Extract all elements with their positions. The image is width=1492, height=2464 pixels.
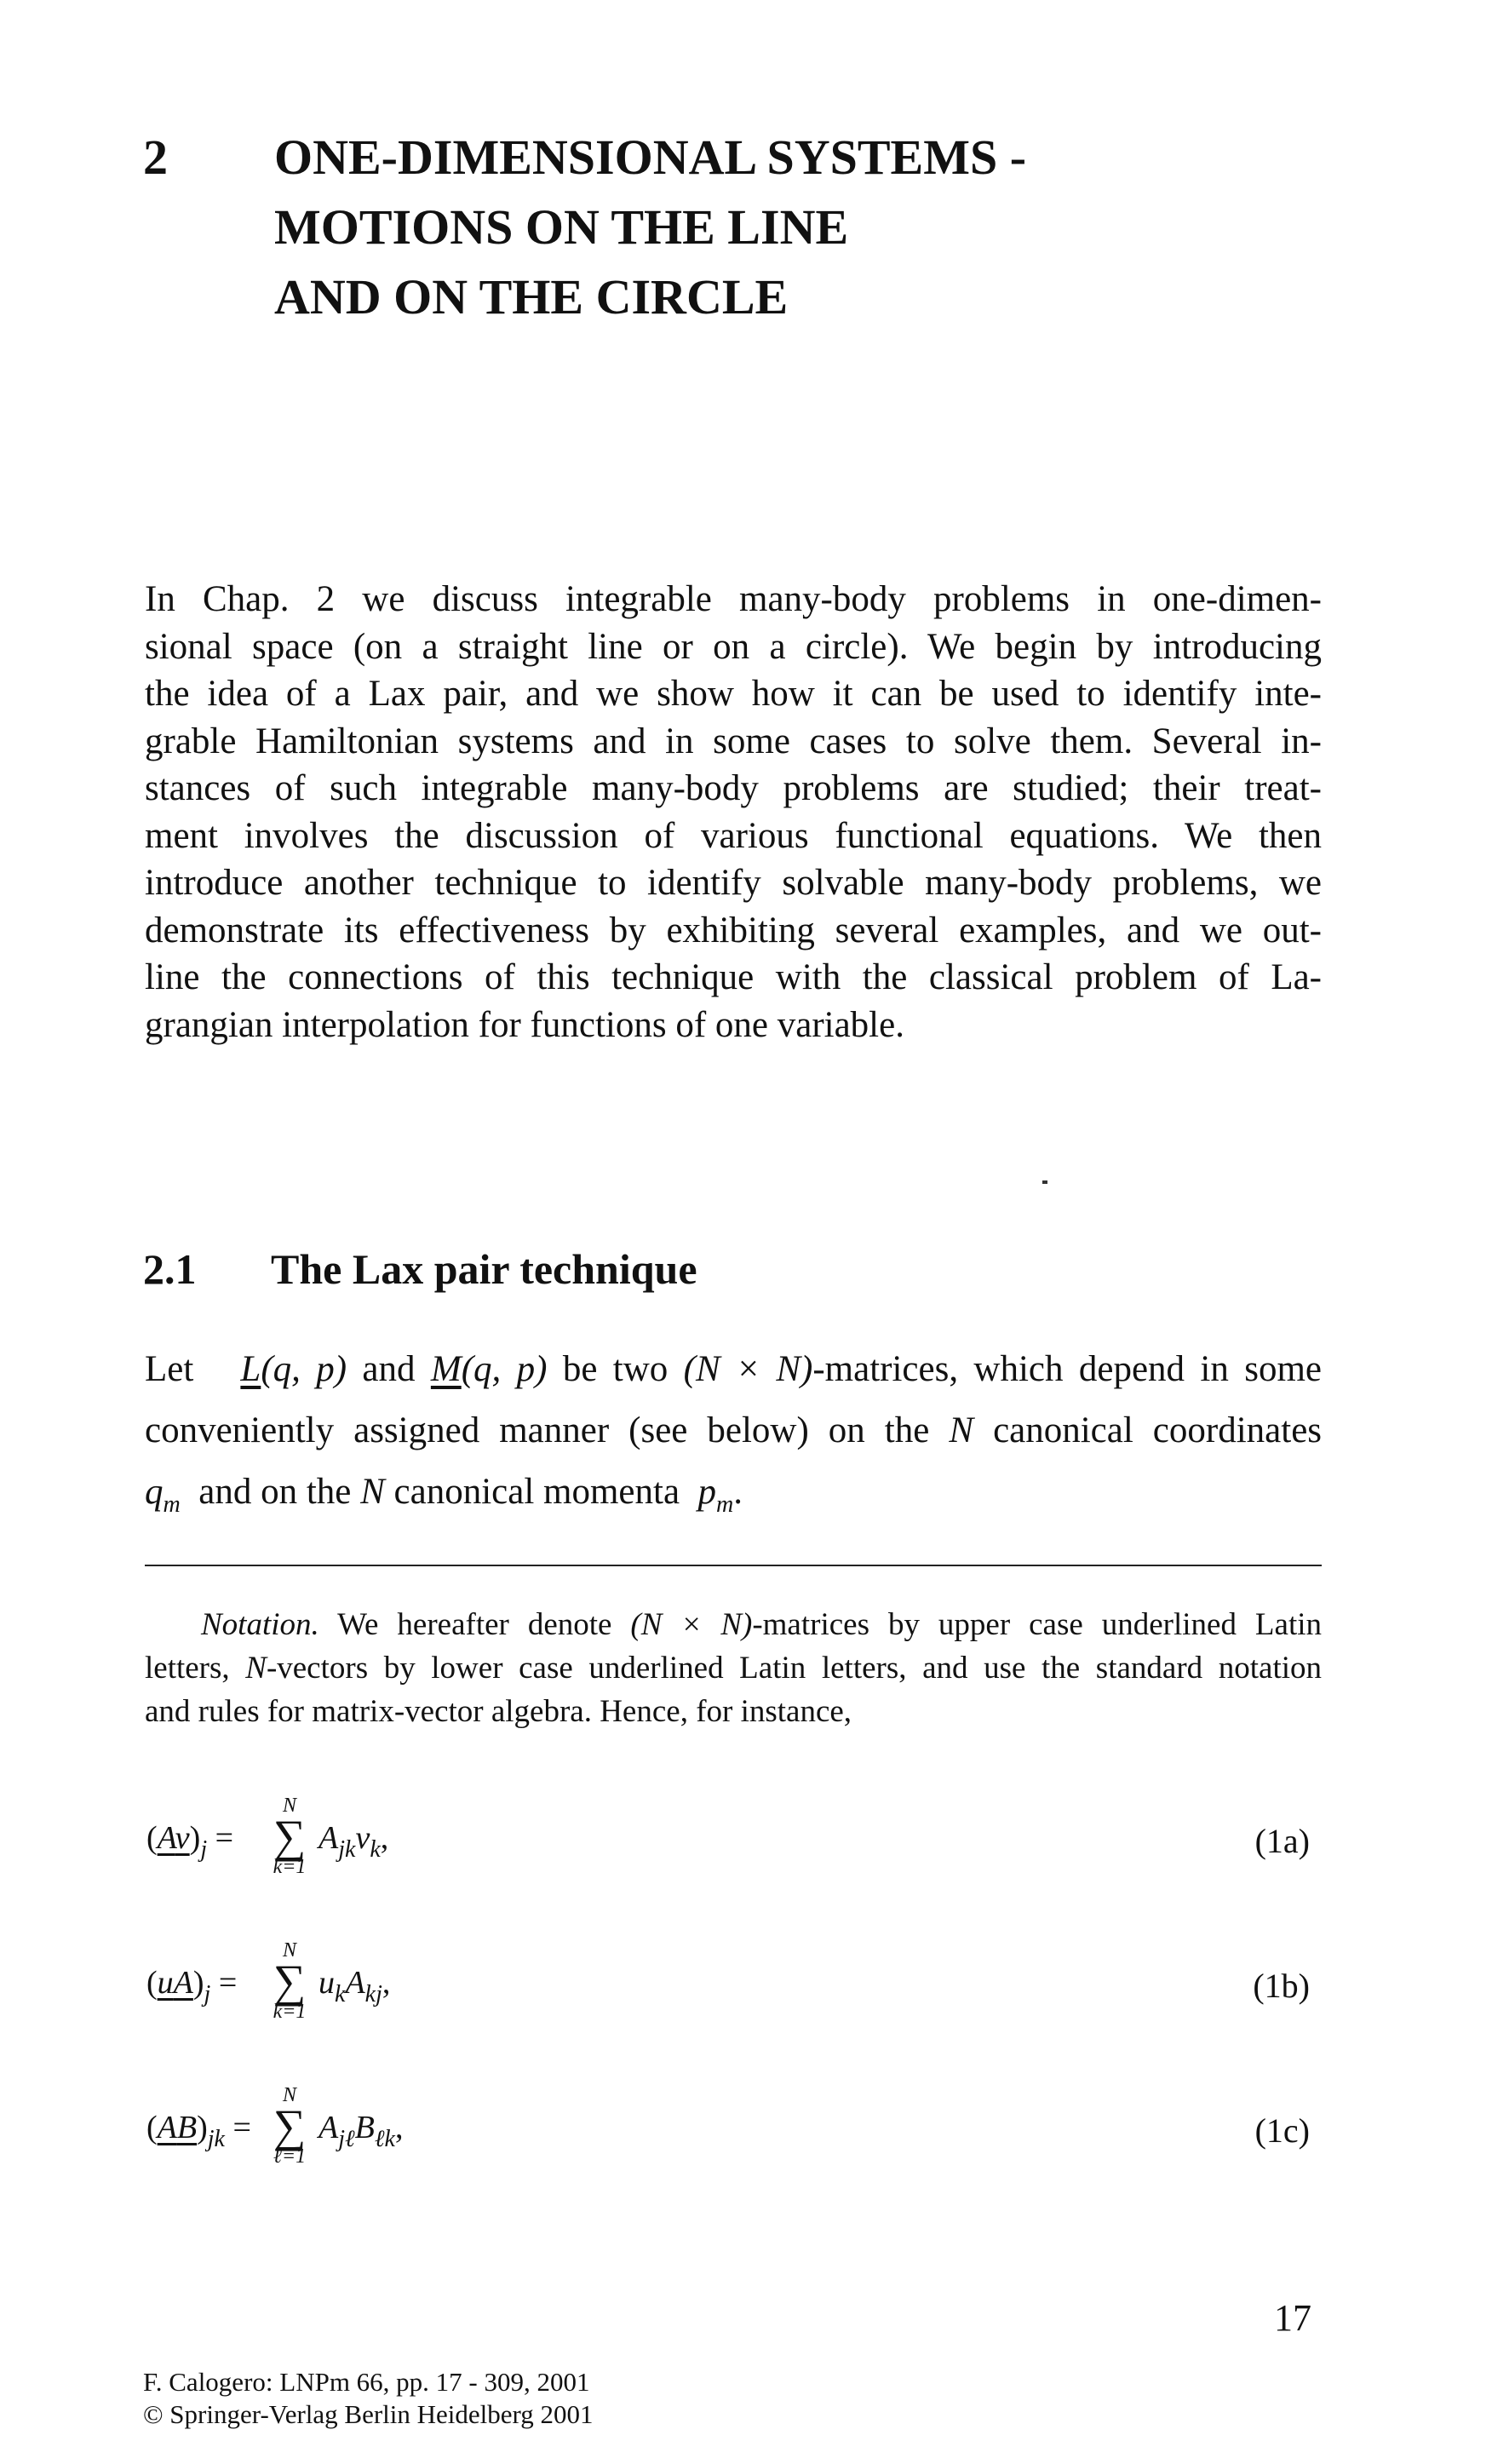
lax-pair-paragraph: [145, 1339, 1322, 1523]
intro-line: grable Hamiltonian systems and in some cases to solve them. Several in-: [145, 721, 1322, 761]
equation-rhs: $A_{jk}v_k$,: [318, 1820, 389, 1863]
intro-line: sional space (on a straight line or on a circle). We begin by introducing: [145, 626, 1322, 667]
notation-line: and rules for matrix-vector algebra. Hence, for instance,: [145, 1694, 852, 1729]
equation-1c: [146, 2085, 1322, 2187]
paragraph-line: conveniently assigned manner (see below) on the N canonical coordinates: [145, 1410, 1323, 1450]
intro-line: In Chap. 2 we discuss integrable many-body problems in one-dimen-: [145, 579, 1322, 619]
equation-lhs: $(Av)_j$ =: [146, 1820, 234, 1863]
page-number: 17: [1274, 2297, 1311, 2339]
sigma-symbol: ∑: [273, 1956, 307, 2007]
equation-rhs: $A_{j\ell}B_{\ell k}$,: [318, 2110, 404, 2152]
equation-lhs: $(uA)_j$ =: [146, 1965, 238, 2007]
equation-tag: (1a): [1254, 1822, 1310, 1860]
equation-rhs: $u_kA_{kj}$,: [318, 1965, 391, 2007]
sigma-symbol: ∑: [273, 1811, 307, 1862]
intro-line: grangian interpolation for functions of one variable.: [145, 1004, 904, 1045]
notation-block: [145, 1603, 1322, 1733]
intro-line: ment involves the discussion of various functional equations. We then: [145, 815, 1322, 856]
chapter-intro-paragraph: [145, 576, 1322, 1048]
equation-tag: (1c): [1254, 2111, 1310, 2150]
section-number: 2.1: [143, 1245, 197, 1293]
notation-line: letters, N-vectors by lower case underlined Latin letters, and use the standard notation: [145, 1651, 1323, 1686]
notation-label: Notation.: [201, 1607, 319, 1642]
copyright-line: © Springer-Verlag Berlin Heidelberg 2001: [143, 2399, 594, 2429]
equation-1a: [146, 1795, 1322, 1898]
intro-line: line the connections of this technique with the classical problem of La-: [145, 957, 1322, 997]
equation-tag: (1b): [1253, 1967, 1310, 2005]
matrix-L: L: [240, 1349, 261, 1389]
intro-line: stances of such integrable many-body problems are studied; their treat-: [145, 768, 1322, 808]
summation: N ∑ ℓ=1: [264, 2085, 315, 2167]
equation-lhs: $(AB)_{jk}$ =: [146, 2110, 251, 2152]
notation-line: Notation. We hereafter denote (N × N)-matrices by upper case underlined Latin: [201, 1607, 1323, 1642]
citation-line: F. Calogero: LNPm 66, pp. 17 - 309, 2001: [143, 2367, 590, 2397]
footnote-divider: [145, 1565, 1322, 1566]
summation: N ∑ k=1: [264, 1795, 315, 1877]
chapter-title-line: MOTIONS ON THE LINE: [274, 199, 849, 255]
chapter-number: 2: [143, 129, 168, 185]
sigma-symbol: ∑: [273, 2100, 307, 2151]
chapter-title: [274, 123, 1296, 332]
matrix-M: M: [430, 1349, 462, 1389]
summation: N ∑ k=1: [264, 1940, 315, 2022]
scan-speck: [1042, 1180, 1047, 1184]
intro-line: demonstrate its effectiveness by exhibiting several examples, and we out-: [145, 910, 1322, 951]
section-title: The Lax pair technique: [271, 1245, 697, 1293]
intro-line: the idea of a Lax pair, and we show how it can be used to identify inte-: [145, 674, 1322, 714]
chapter-title-line: ONE-DIMENSIONAL SYSTEMS -: [274, 129, 1027, 185]
copyright-footer: [143, 2366, 594, 2431]
chapter-title-line: AND ON THE CIRCLE: [274, 269, 789, 325]
paragraph-line: Let L(q, p) and M(q, p) be two (N × N)-matrices, which depend in some: [145, 1349, 1322, 1389]
equation-1b: [146, 1940, 1322, 2042]
paragraph-line: $q_m$ and on the N canonical momenta $p_m$.: [145, 1472, 743, 1518]
intro-line: introduce another technique to identify solvable many-body problems, we: [145, 863, 1322, 903]
